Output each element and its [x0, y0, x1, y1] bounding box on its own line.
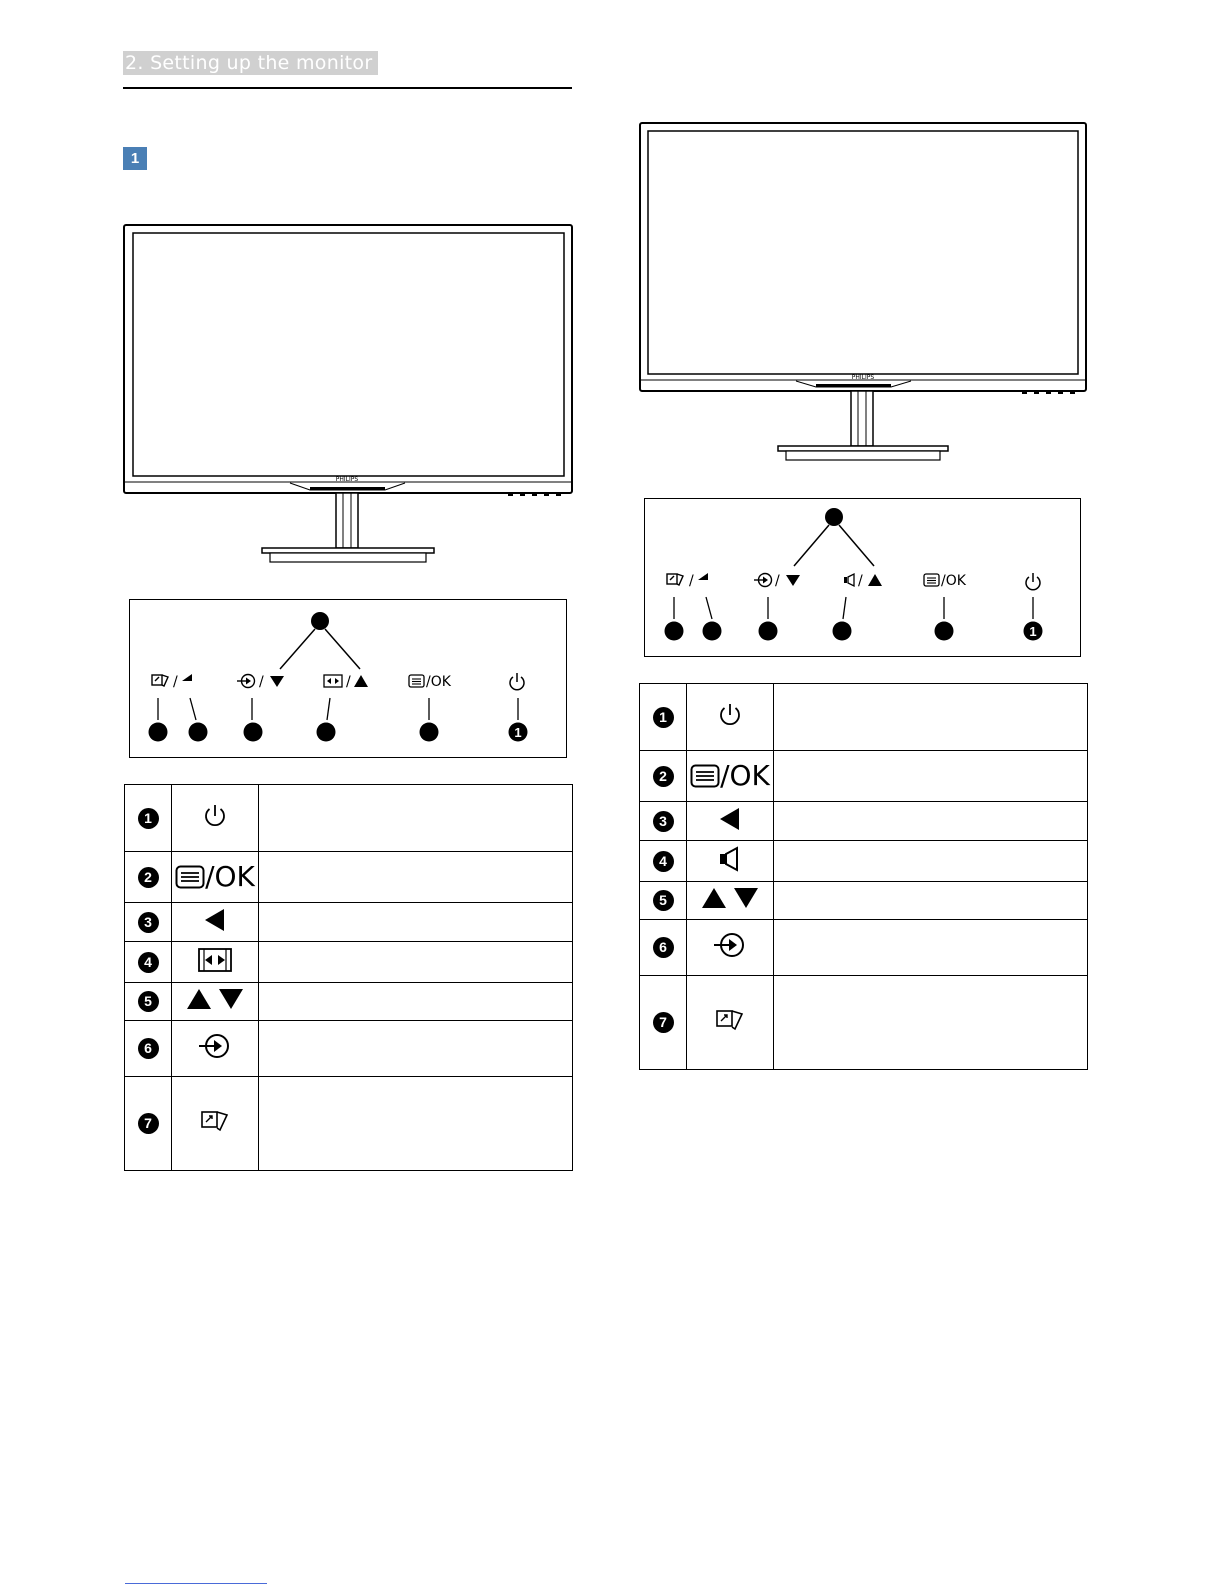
- volume-icon: [718, 846, 742, 872]
- aspect-ratio-icon: [198, 948, 232, 972]
- row-description: [774, 920, 1088, 976]
- row-description: [259, 785, 573, 852]
- row-number: 2: [138, 867, 159, 888]
- row-number: 7: [653, 1012, 674, 1033]
- table-row: [125, 785, 573, 852]
- panel-slash: /: [259, 674, 264, 690]
- table-row: [640, 976, 1088, 1070]
- left-arrow-icon: [718, 807, 742, 831]
- control-panel-left: [129, 599, 567, 758]
- smartimage-icon: [152, 675, 168, 686]
- table-row: [125, 1077, 573, 1171]
- row-description: [259, 903, 573, 942]
- control-panel-right: [644, 498, 1081, 657]
- callout-circle: [317, 723, 336, 742]
- row-number: 1: [138, 808, 159, 829]
- monitor-illustration-right: [636, 120, 1090, 465]
- row-number: 6: [653, 937, 674, 958]
- callout-circle: [703, 622, 722, 641]
- row-description: [259, 942, 573, 983]
- row-description: [774, 751, 1088, 802]
- up-arrow-icon: [868, 574, 882, 586]
- table-row: [640, 882, 1088, 920]
- table-row: [125, 942, 573, 983]
- row-number: 1: [653, 707, 674, 728]
- menu-ok-icon: [690, 759, 770, 792]
- up-down-arrows-icon: [185, 987, 245, 1011]
- menu-icon: [924, 574, 939, 586]
- up-down-arrows-icon: [700, 886, 760, 910]
- callout-circle: [759, 622, 778, 641]
- menu-ok-label: /OK: [720, 759, 770, 792]
- row-number: 5: [138, 991, 159, 1012]
- panel-ok-label: /OK: [941, 573, 966, 589]
- table-row: [640, 751, 1088, 802]
- callout-circle-top: [825, 508, 843, 526]
- table-row: [640, 684, 1088, 751]
- down-arrow-icon: [786, 575, 800, 586]
- row-description: [774, 684, 1088, 751]
- callout-circle: [665, 622, 684, 641]
- callout-number: 1: [1029, 624, 1037, 639]
- power-icon: [510, 673, 524, 690]
- smartimage-icon: [667, 574, 683, 585]
- callout-circle: [149, 723, 168, 742]
- row-number: 4: [138, 952, 159, 973]
- input-source-icon: [713, 932, 747, 958]
- aspect-ratio-icon: [324, 675, 342, 687]
- menu-ok-icon: [175, 860, 255, 893]
- power-icon: [717, 702, 743, 728]
- row-description: [774, 841, 1088, 882]
- panel-slash: /: [858, 573, 863, 589]
- down-arrow-icon: [270, 676, 284, 687]
- table-row: [125, 903, 573, 942]
- callout-circle-top: [311, 612, 329, 630]
- smartimage-icon: [199, 1109, 231, 1133]
- panel-ok-label: /OK: [426, 674, 451, 690]
- monitor-brand: PHILIPS: [851, 374, 875, 381]
- volume-icon: [844, 574, 854, 586]
- table-row: [125, 983, 573, 1021]
- panel-slash: /: [173, 674, 178, 690]
- row-description: [259, 852, 573, 903]
- footer-link-underline: [125, 1583, 267, 1584]
- row-number: 6: [138, 1038, 159, 1059]
- row-description: [259, 1077, 573, 1171]
- row-description: [259, 1021, 573, 1077]
- table-row: [125, 852, 573, 903]
- row-number: 2: [653, 766, 674, 787]
- input-source-icon: [237, 675, 255, 688]
- input-source-icon: [198, 1033, 232, 1059]
- power-icon: [202, 803, 228, 829]
- input-source-icon: [754, 574, 772, 587]
- panel-slash: /: [346, 674, 351, 690]
- row-description: [774, 976, 1088, 1070]
- table-row: [640, 802, 1088, 841]
- table-row: [640, 920, 1088, 976]
- power-icon: [1026, 573, 1040, 590]
- smartimage-icon: [714, 1008, 746, 1032]
- panel-slash: /: [775, 573, 780, 589]
- left-arrow-icon: [698, 573, 708, 587]
- row-description: [259, 983, 573, 1021]
- callout-circle: [189, 723, 208, 742]
- menu-ok-label: /OK: [205, 860, 255, 893]
- callout-number: 1: [514, 725, 522, 740]
- table-row: [125, 1021, 573, 1077]
- row-description: [774, 882, 1088, 920]
- key-table-left: [124, 784, 573, 1171]
- page-header-title: 2. Setting up the monitor: [123, 51, 378, 75]
- callout-circle: [833, 622, 852, 641]
- table-row: [640, 841, 1088, 882]
- callout-circle: [935, 622, 954, 641]
- left-arrow-icon: [203, 908, 227, 932]
- callout-circle: [244, 723, 263, 742]
- row-number: 5: [653, 890, 674, 911]
- header-divider: [123, 87, 572, 89]
- section-badge: 1: [123, 147, 147, 170]
- panel-slash: /: [689, 573, 694, 589]
- row-description: [774, 802, 1088, 841]
- menu-icon: [409, 675, 424, 687]
- row-number: 3: [653, 811, 674, 832]
- row-number: 3: [138, 912, 159, 933]
- up-arrow-icon: [354, 675, 368, 687]
- monitor-illustration-left: [120, 222, 576, 567]
- key-table-right: [639, 683, 1088, 1070]
- left-arrow-icon: [182, 674, 192, 688]
- monitor-brand: PHILIPS: [335, 476, 359, 483]
- row-number: 7: [138, 1113, 159, 1134]
- callout-circle: [420, 723, 439, 742]
- row-number: 4: [653, 851, 674, 872]
